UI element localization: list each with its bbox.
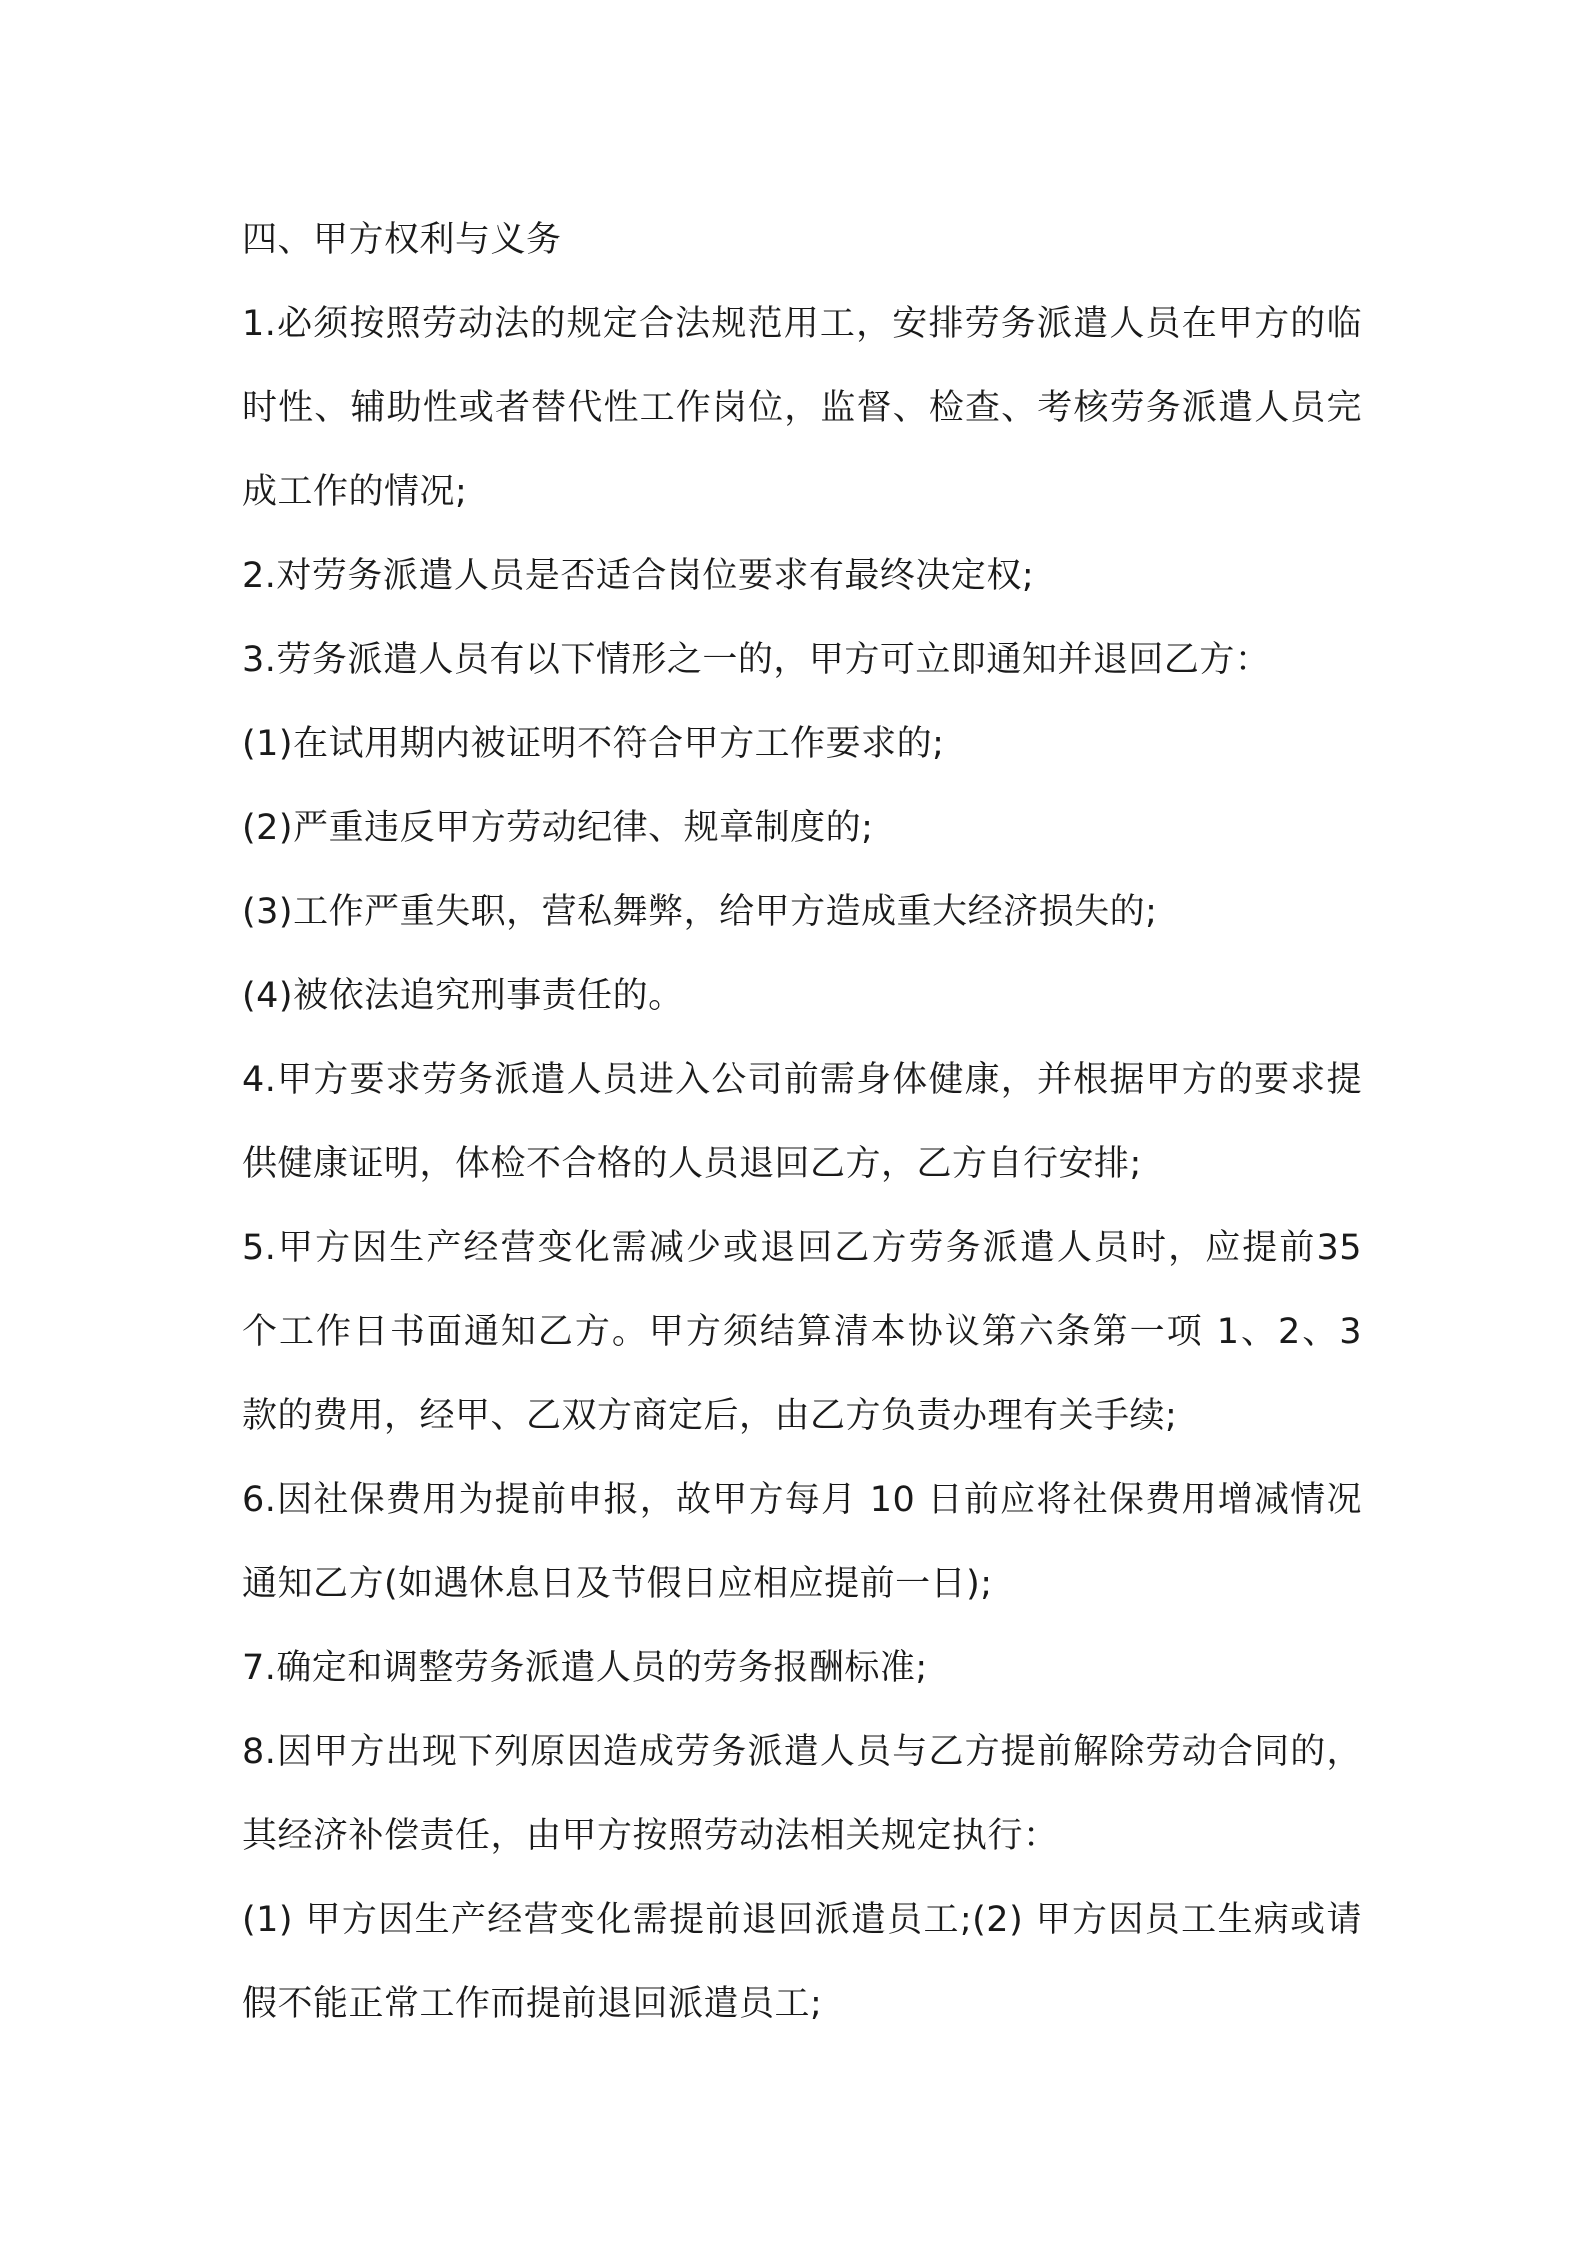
paragraph-3-item-1: (1)在试用期内被证明不符合甲方工作要求的;: [242, 724, 945, 764]
section-heading: 四、甲方权利与义务: [242, 220, 562, 260]
paragraph-3: 3.劳务派遣人员有以下情形之一的，甲方可立即通知并退回乙方：: [242, 640, 1271, 680]
paragraph-3-item-3: (3)工作严重失职，营私舞弊，给甲方造成重大经济损失的;: [242, 892, 1158, 932]
paragraph-3-item-4: (4)被依法追究刑事责任的。: [242, 976, 684, 1016]
paragraph-5: 5.甲方因生产经营变化需减少或退回乙方劳务派遣人员时，应提前35 个工作日书面通知乙方。甲方须结算清本协议第六条第一项 1、2、3 款的费用，经甲、乙双方商定后，由乙方负责办理有关手续;: [242, 1228, 1362, 1436]
paragraph-6: 6.因社保费用为提前申报，故甲方每月 10 日前应将社保费用增减情况通知乙方(如遇休息日及节假日应相应提前一日);: [242, 1480, 1362, 1604]
paragraph-8-items: (1) 甲方因生产经营变化需提前退回派遣员工;(2) 甲方因员工生病或请假不能正常工作而提前退回派遣员工;: [242, 1900, 1362, 2024]
paragraph-2: 2.对劳务派遣人员是否适合岗位要求有最终决定权;: [242, 556, 1035, 596]
paragraph-1: 1.必须按照劳动法的规定合法规范用工，安排劳务派遣人员在甲方的临时性、辅助性或者替代性工作岗位，监督、检查、考核劳务派遣人员完成工作的情况;: [242, 304, 1362, 512]
paragraph-4: 4.甲方要求劳务派遣人员进入公司前需身体健康，并根据甲方的要求提供健康证明，体检不合格的人员退回乙方，乙方自行安排;: [242, 1060, 1362, 1184]
document-body: [242, 198, 1362, 2046]
paragraph-8: 8.因甲方出现下列原因造成劳务派遣人员与乙方提前解除劳动合同的，其经济补偿责任，由甲方按照劳动法相关规定执行：: [242, 1732, 1362, 1856]
paragraph-7: 7.确定和调整劳务派遣人员的劳务报酬标准;: [242, 1648, 928, 1688]
paragraph-3-item-2: (2)严重违反甲方劳动纪律、规章制度的;: [242, 808, 874, 848]
